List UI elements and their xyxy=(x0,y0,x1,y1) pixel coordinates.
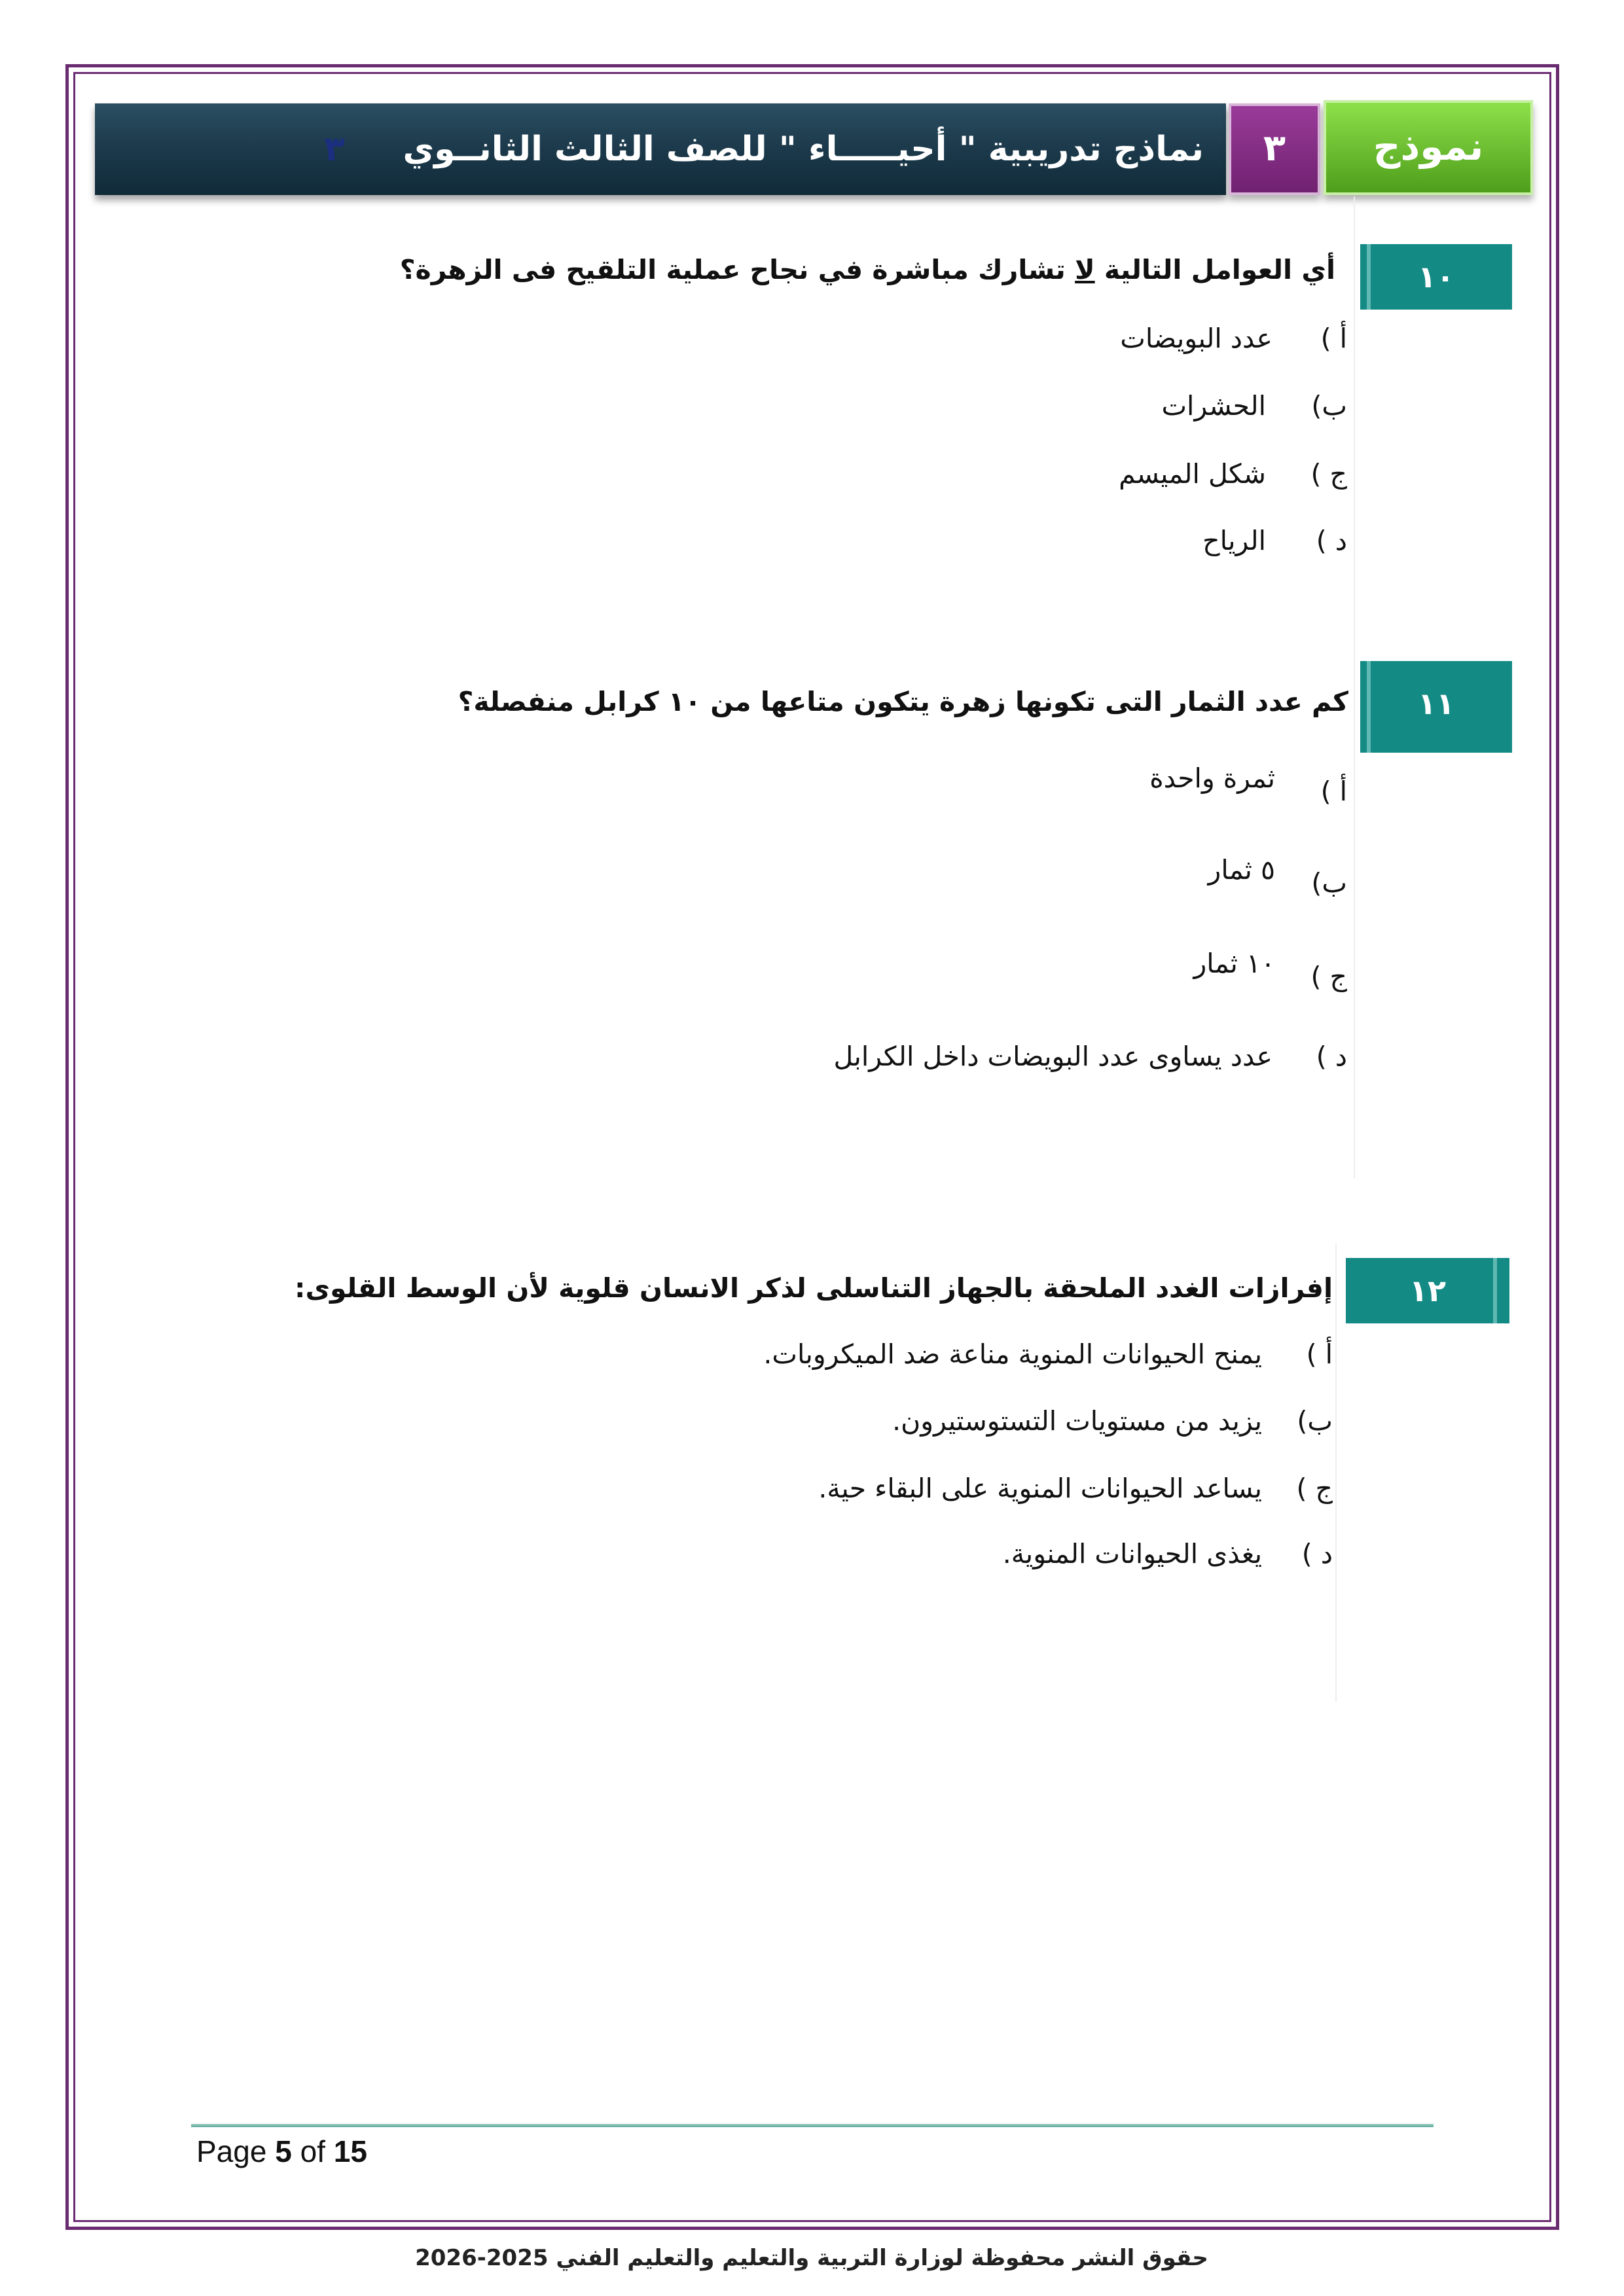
option-text: الحشرات xyxy=(1161,390,1266,422)
option-letter: أ ) xyxy=(1320,323,1347,354)
option-text: ١٠ ثمار xyxy=(1193,948,1275,979)
option-text: ثمرة واحدة xyxy=(1149,762,1275,794)
column-guide xyxy=(1354,196,1355,1178)
option-text: يساعد الحيوانات المنوية على البقاء حية. xyxy=(818,1473,1262,1504)
current-page: 5 xyxy=(275,2134,292,2168)
column-guide xyxy=(1335,1244,1337,1702)
question-number: ١١ xyxy=(1417,686,1455,721)
option-text: الرياح xyxy=(1202,525,1266,556)
underlined-word: لا xyxy=(1075,254,1095,285)
question-number-box xyxy=(1360,244,1512,310)
question-number-box xyxy=(1360,661,1512,753)
header-extra-number: ٣ xyxy=(324,130,345,169)
option-text: ٥ ثمار xyxy=(1208,854,1275,886)
option-letter: ج ) xyxy=(1296,1473,1333,1504)
question-number-box xyxy=(1346,1258,1509,1323)
total-pages: 15 xyxy=(333,2134,367,2168)
footer-divider xyxy=(191,2124,1434,2127)
option-letter: د ) xyxy=(1316,1041,1347,1072)
option-text: عدد يساوى عدد البويضات داخل الكرابل xyxy=(833,1041,1272,1072)
question-text: كم عدد الثمار التى تكونها زهرة يتكون متاعها من ١٠ كرابل منفصلة؟ xyxy=(458,686,1348,717)
question-number: ١٢ xyxy=(1409,1273,1447,1308)
page-number: Page 5 of 15 xyxy=(196,2134,367,2168)
option-text: يغذى الحيوانات المنوية. xyxy=(1002,1538,1262,1570)
option-text: عدد البويضات xyxy=(1120,323,1272,354)
copyright-notice: حقوق النشر محفوظة لوزارة التربية والتعليم والتعليم الفني 2025-2026 xyxy=(415,2245,1208,2271)
header-title: نماذج تدريبية " أحيـــــاء " للصف الثالث الثانــوي xyxy=(403,130,1204,169)
question-text: إفرازات الغدد الملحقة بالجهاز التناسلى لذكر الانسان قلوية لأن الوسط القلوى: xyxy=(295,1272,1333,1304)
header-banner xyxy=(95,103,1226,195)
option-text: يزيد من مستويات التستوستيرون. xyxy=(892,1405,1262,1437)
option-letter: ب) xyxy=(1297,1405,1333,1437)
model-number-badge: ٣ xyxy=(1229,103,1320,195)
question-number: ١٠ xyxy=(1417,259,1455,295)
option-letter: ج ) xyxy=(1310,961,1347,992)
option-letter: ب) xyxy=(1311,867,1347,899)
option-letter: ج ) xyxy=(1310,458,1347,490)
option-letter: أ ) xyxy=(1306,1338,1333,1370)
model-label-badge: نموذج xyxy=(1324,100,1533,195)
option-letter: د ) xyxy=(1301,1538,1333,1570)
option-letter: د ) xyxy=(1316,525,1347,556)
option-text: شكل الميسم xyxy=(1119,458,1266,490)
option-letter: أ ) xyxy=(1320,776,1347,807)
option-letter: ب) xyxy=(1311,390,1347,422)
option-text: يمنح الحيوانات المنوية مناعة ضد الميكروبات. xyxy=(763,1338,1262,1370)
question-text: أي العوامل التالية لا تشارك مباشرة في نجاح عملية التلقيح فى الزهرة؟ xyxy=(399,254,1335,285)
